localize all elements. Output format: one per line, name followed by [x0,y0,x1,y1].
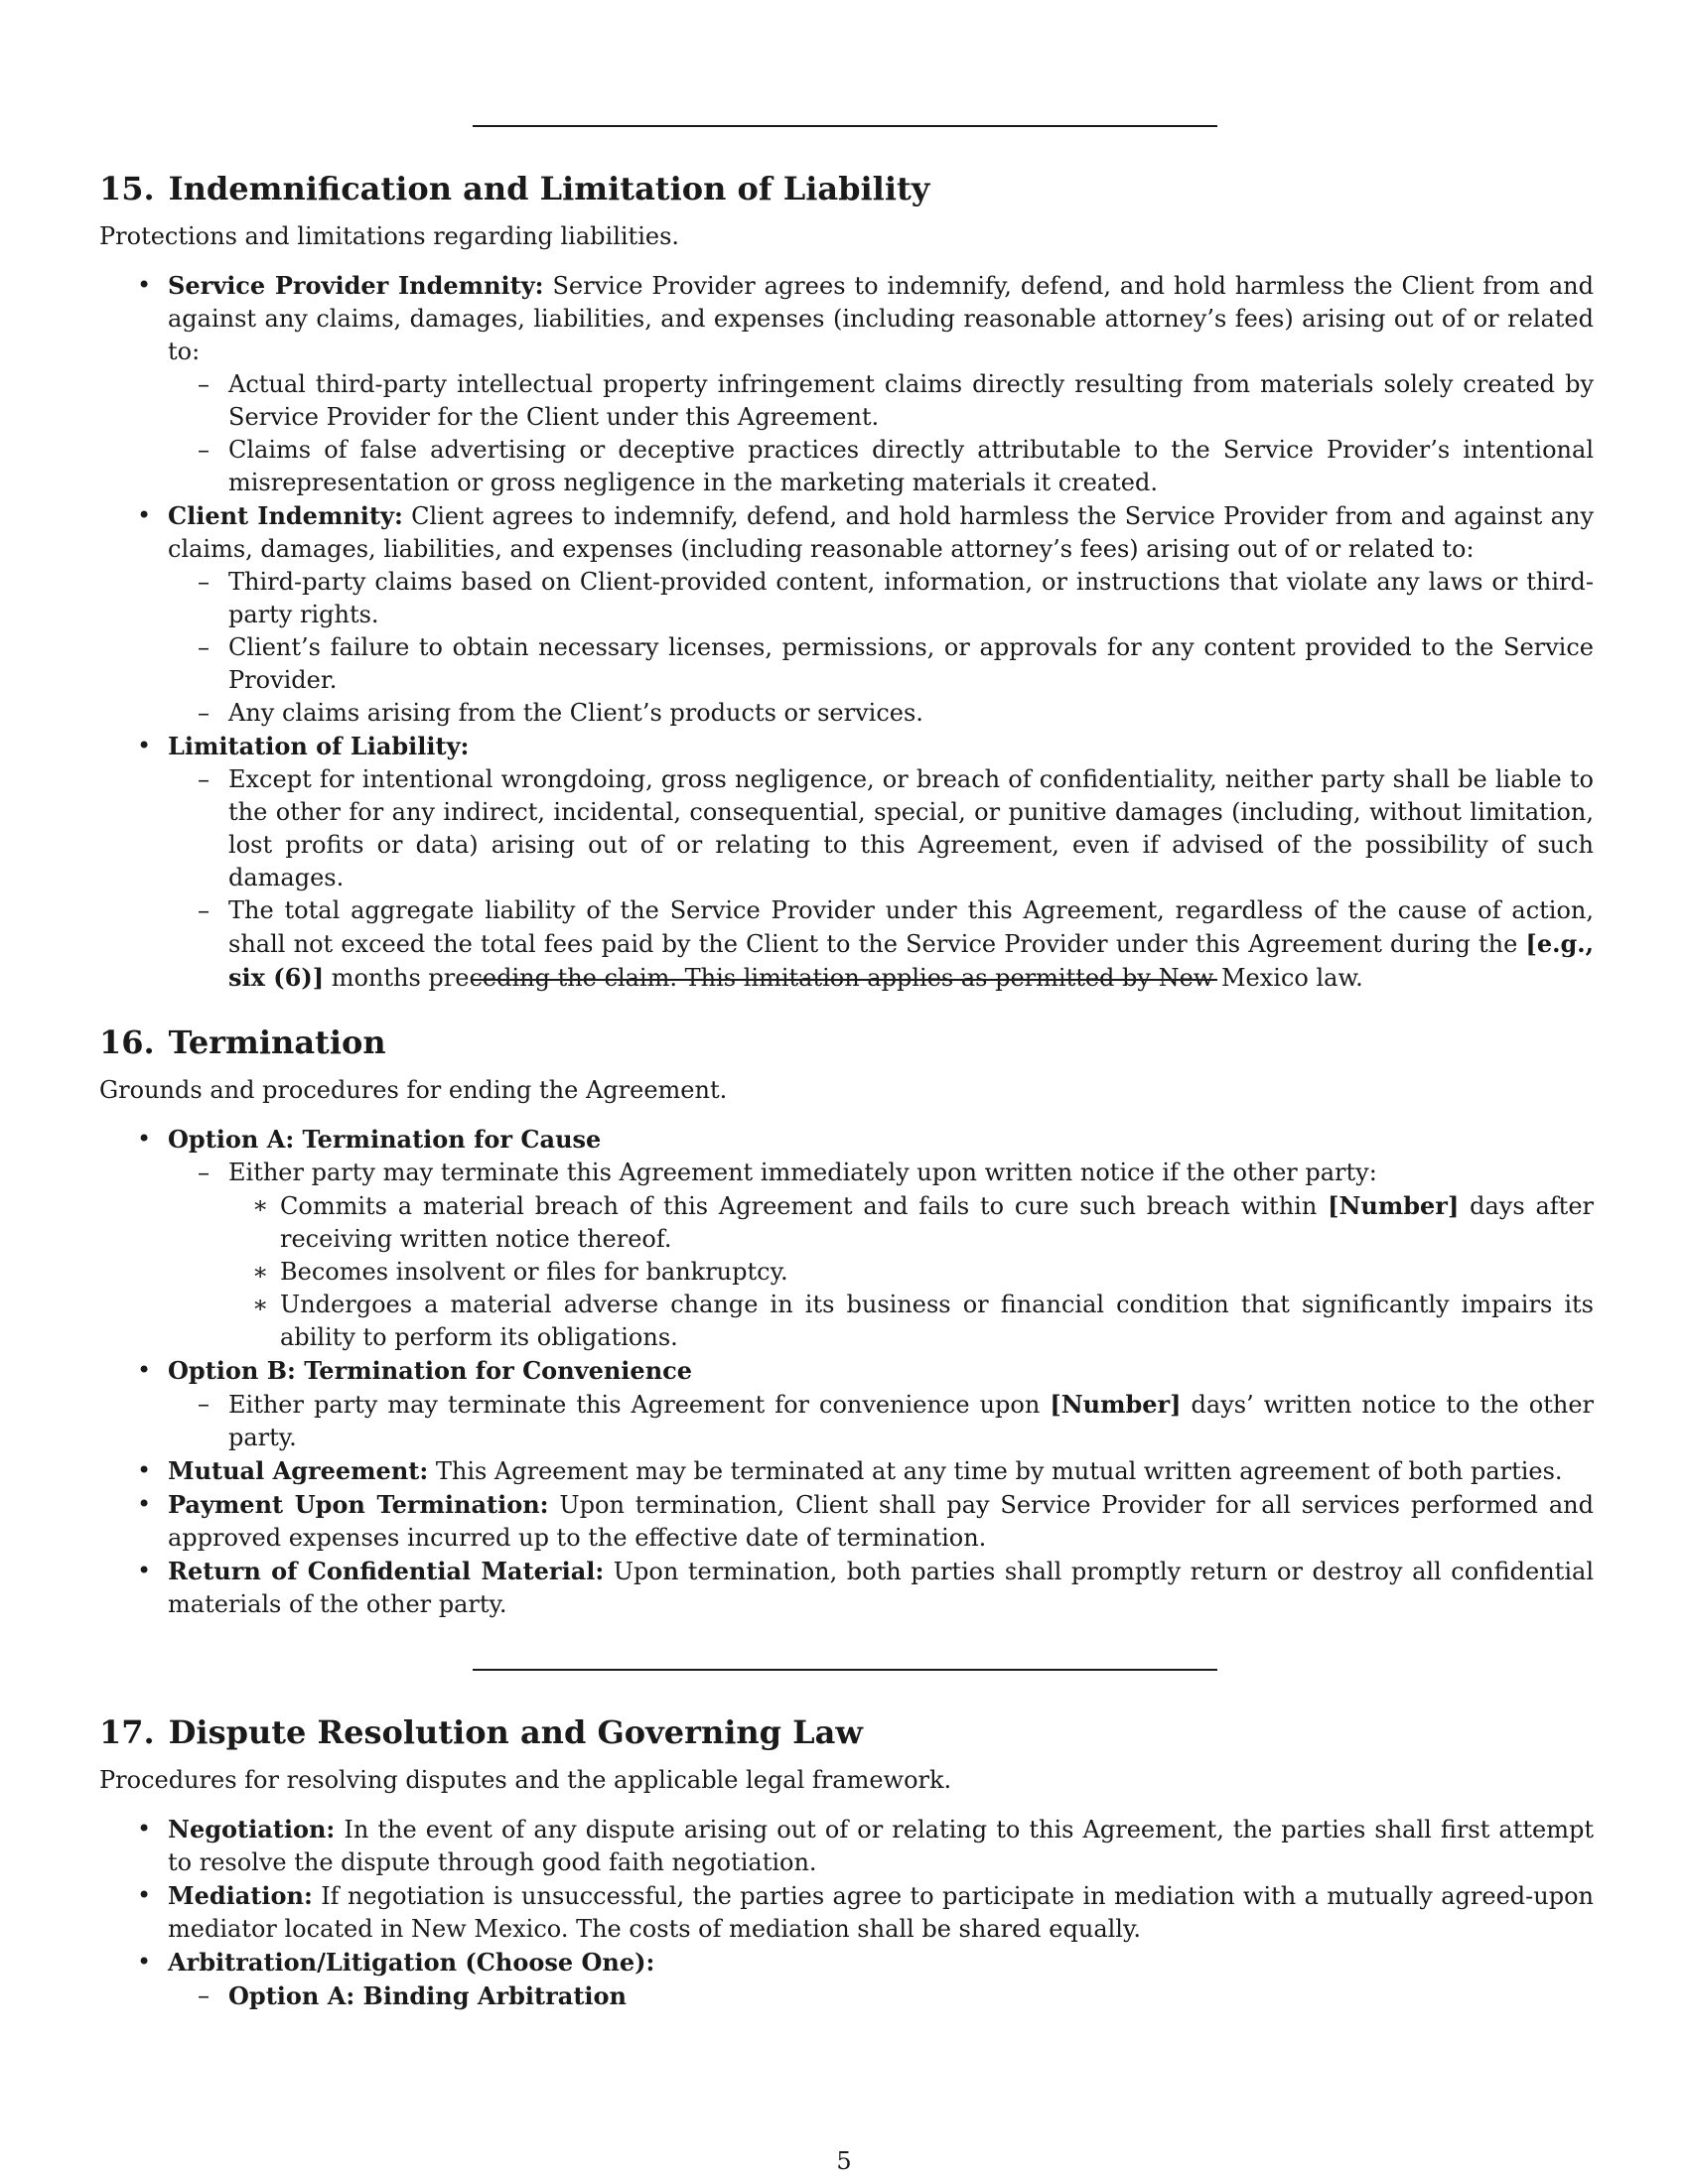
sub-list [168,368,1594,499]
page-number: 5 [836,2147,852,2175]
sub-sub-list [228,1189,1594,1354]
list-item: • Return of Confidential Material: Upon termination, both parties shall promptly return or destroy all confidential materials of the other party. [99,1555,1594,1621]
section-17 [99,1712,1594,2013]
sub-list [168,1979,1594,2013]
sub-list [168,763,1594,995]
section-heading: 15. Indemnification and Limitation of Liability [99,170,930,207]
list-item: • Mediation: If negotiation is unsuccessful, the parties agree to participate in mediation with a mutually agreed-upon mediator located in New Mexico. The costs of mediation shall be shared equally. [99,1879,1594,1946]
list-item: • Option A: Termination for Cause – Either party may terminate this Agreement immediately upon written notice if the other party: ∗ Commits a material breach of this Agreement and fails to cure such breach within [Number] days after receiving written notice thereof. ∗ Becomes insolvent or files for bankruptcy. ∗ Undergoes a material adverse change in its business or financial condition that significantly impairs its ability to perform its obligations. [99,1123,1594,1354]
section-15 [99,169,1594,995]
sub-list-item: – Option A: Binding Arbitration [168,1979,1594,2013]
clause-list [99,1813,1594,2013]
list-item: • Mutual Agreement: This Agreement may be terminated at any time by mutual written agreement of both parties. [99,1454,1594,1488]
section-divider [473,979,1217,981]
section-intro: Grounds and procedures for ending the Agreement. [99,1076,728,1104]
clause-list [99,269,1594,995]
sub-list-item: – Either party may terminate this Agreement immediately upon written notice if the other party: ∗ Commits a material breach of this Agreement and fails to cure such breach within [Number] days after receiving written notice thereof. ∗ Becomes insolvent or files for bankruptcy. ∗ Undergoes a material adverse change in its business or financial condition that significantly impairs its ability to perform its obligations. [168,1157,1594,1354]
sub-list-item: – Claims of false advertising or deceptive practices directly attributable to the Service Provider’s intentional misrepresentation or gross negligence in the marketing materials it created. [168,434,1594,499]
sub-list-item: – Either party may terminate this Agreement for convenience upon [Number] days’ written notice to the other party. [168,1388,1594,1454]
section-heading: 16. Termination [99,1024,386,1061]
clause-list [99,1123,1594,1621]
list-item: • Client Indemnity: Client agrees to indemnify, defend, and hold harmless the Service Provider from and against any claims, damages, liabilities, and expenses (including reasonable attorney’s fees) arising out of or related to: – Third-party claims based on Client-provided content, information, or instructions that violate any laws or third-party rights. – Client’s failure to obtain necessary licenses, permissions, or approvals for any content provided to the Service Provider. – Any claims arising from the Client’s products or services. [99,499,1594,730]
sub-list-item: – Any claims arising from the Client’s products or services. [168,697,1594,730]
section-divider [473,1669,1217,1671]
section-heading: 17. Dispute Resolution and Governing Law [99,1713,863,1751]
sub-sub-list-item: ∗ Undergoes a material adverse change in its business or financial condition that significantly impairs its ability to perform its obligations. [228,1289,1594,1354]
sub-list-item: – Except for intentional wrongdoing, gross negligence, or breach of confidentiality, neither party shall be liable to the other for any indirect, incidental, consequential, special, or punitive damages (including, without limitation, lost profits or data) arising out of or relating to this Agreement, even if advised of the possibility of such damages. [168,763,1594,894]
list-item: • Option B: Termination for Convenience – Either party may terminate this Agreement for convenience upon [Number] days’ written notice to the other party. [99,1354,1594,1454]
section-intro: Protections and limitations regarding liabilities. [99,222,680,250]
list-item: • Arbitration/Litigation (Choose One): – Option A: Binding Arbitration [99,1946,1594,2013]
sub-list [168,566,1594,730]
sub-list-item: – Third-party claims based on Client-provided content, information, or instructions that violate any laws or third-party rights. [168,566,1594,631]
sub-list-item: – Actual third-party intellectual property infringement claims directly resulting from materials solely created by Service Provider for the Client under this Agreement. [168,368,1594,434]
sub-list [168,1388,1594,1454]
section-intro: Procedures for resolving disputes and the applicable legal framework. [99,1766,952,1794]
sub-list [168,1157,1594,1354]
sub-list-item: – Client’s failure to obtain necessary licenses, permissions, or approvals for any content provided to the Service Provider. [168,631,1594,697]
sub-sub-list-item: ∗ Becomes insolvent or files for bankruptcy. [228,1256,1594,1289]
sub-sub-list-item: ∗ Commits a material breach of this Agreement and fails to cure such breach within [Number] days after receiving written notice thereof. [228,1189,1594,1256]
list-item: • Negotiation: In the event of any dispute arising out of or relating to this Agreement, the parties shall first attempt to resolve the dispute through good faith negotiation. [99,1813,1594,1879]
sub-list-item: – The total aggregate liability of the Service Provider under this Agreement, regardless of the cause of action, shall not exceed the total fees paid by the Client to the Service Provider under this Agreement during the [e.g., six (6)] months preceding the claim. This limitation applies as permitted by New Mexico law. [168,894,1594,995]
list-item: • Payment Upon Termination: Upon termination, Client shall pay Service Provider for all services performed and approved expenses incurred up to the effective date of termination. [99,1488,1594,1555]
section-divider [473,125,1217,127]
list-item: • Limitation of Liability: – Except for intentional wrongdoing, gross negligence, or breach of confidentiality, neither party shall be liable to the other for any indirect, incidental, consequential, special, or punitive damages (including, without limitation, lost profits or data) arising out of or relating to this Agreement, even if advised of the possibility of such damages. – The total aggregate liability of the Service Provider under this Agreement, regardless of the cause of action, shall not exceed the total fees paid by the Client to the Service Provider under this Agreement during the [e.g., six (6)] months preceding the claim. This limitation applies as permitted by New Mexico law. [99,730,1594,995]
section-16 [99,1023,1594,1621]
list-item: • Service Provider Indemnity: Service Provider agrees to indemnify, defend, and hold harmless the Client from and against any claims, damages, liabilities, and expenses (including reasonable attorney’s fees) arising out of or related to: – Actual third-party intellectual property infringement claims directly resulting from materials solely created by Service Provider for the Client under this Agreement. – Claims of false advertising or deceptive practices directly attributable to the Service Provider’s intentional misrepresentation or gross negligence in the marketing materials it created. [99,269,1594,499]
